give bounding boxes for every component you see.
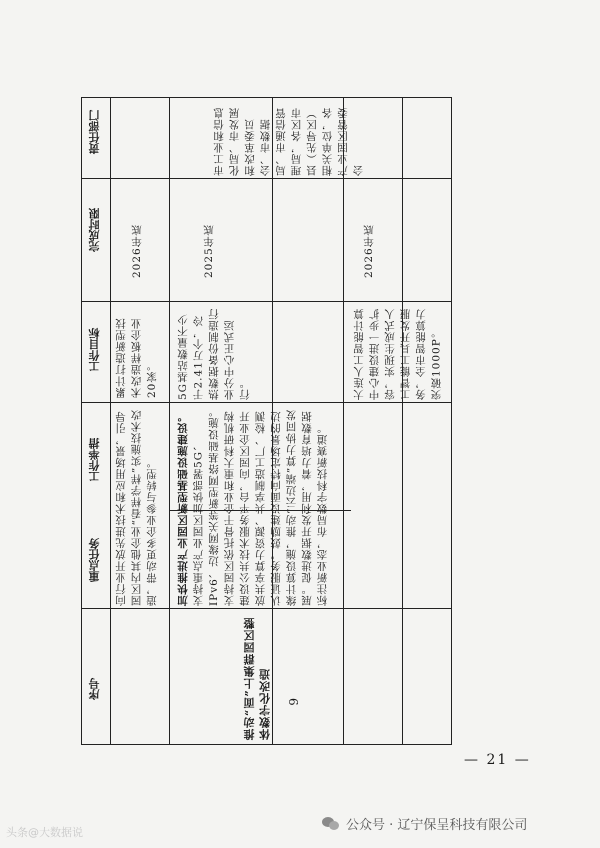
column-divider xyxy=(169,98,170,744)
column-divider xyxy=(110,98,111,744)
watermark-left: 头条@大数据说 xyxy=(6,826,83,839)
row-divider xyxy=(82,402,451,403)
row9-deadline-a: 2025年底 xyxy=(203,224,215,278)
column-divider xyxy=(343,98,344,744)
row9-deadline-b: 2026年底 xyxy=(363,224,375,278)
row9-seq: 9 xyxy=(287,698,301,706)
row9-task: 推动“面”上集群园区整体数字化改造 xyxy=(243,617,272,740)
cont-measure: 向行业开放先进技术和应用场景，引导园区内其他企业“看样学样”实施技术改造，带动更多企业参与转型。 xyxy=(115,409,158,606)
row-divider xyxy=(82,301,451,302)
row-divider xyxy=(82,178,451,179)
row9-dept: 市工业和信息化局、市发展和改革委员会、市数据局、市通信管理局，各区市县（先导区）相关单位，各产业园区管委会 xyxy=(213,107,365,176)
cont-goal: 累计打造新型技术改造样板企业20家。 xyxy=(115,317,158,398)
wechat-icon xyxy=(322,817,340,831)
header-deadline: 完成时限 xyxy=(88,208,101,252)
row9-measure-lead: 加快推进产业园区新型基础设施建设。 xyxy=(177,410,189,606)
header-task: 重点任务 xyxy=(88,538,101,582)
work-plan-table xyxy=(81,97,452,745)
row9-goal-b: 大连人工智能计算中心建设进一步扩容，实现生成式人工智能工具开发服务，全市智能算力突破1000P。 xyxy=(353,308,443,400)
header-measure: 工作举措 xyxy=(88,438,101,482)
page-number: — 21 — xyxy=(464,752,531,768)
row-divider xyxy=(82,608,451,609)
header-dept: 责任部门 xyxy=(88,110,101,154)
row9-measure-body: 支持重点产业园区加快部署5G、IPv6、边缘网关等新型网络基础设施。支持园区依托骨干企业和重大科研机构建设公共技术服务平台，向园区企业开放共享算力资源、共享制造工厂、检测认证服务。鼓励建设面向特定场景的边缘计算设施，推动“云边端”算力协同发展。促进数据开发利用，着力培育数据标注新业态，布局数字科技新赛道。 xyxy=(192,405,329,606)
row9-measure xyxy=(176,404,329,606)
watermark-right xyxy=(322,814,527,833)
header-goal: 工作目标 xyxy=(88,328,101,372)
watermark-right-text: 公众号 · 辽宁保呈科技有限公司 xyxy=(346,818,528,833)
header-seq: 序号 xyxy=(88,678,101,700)
cont-deadline: 2026年底 xyxy=(131,224,143,278)
column-divider xyxy=(402,98,403,744)
row9-goal-a: 5G基站数量不少于2.41万个，冷热数据备份制造行业分中心正式运行。 xyxy=(177,308,251,400)
